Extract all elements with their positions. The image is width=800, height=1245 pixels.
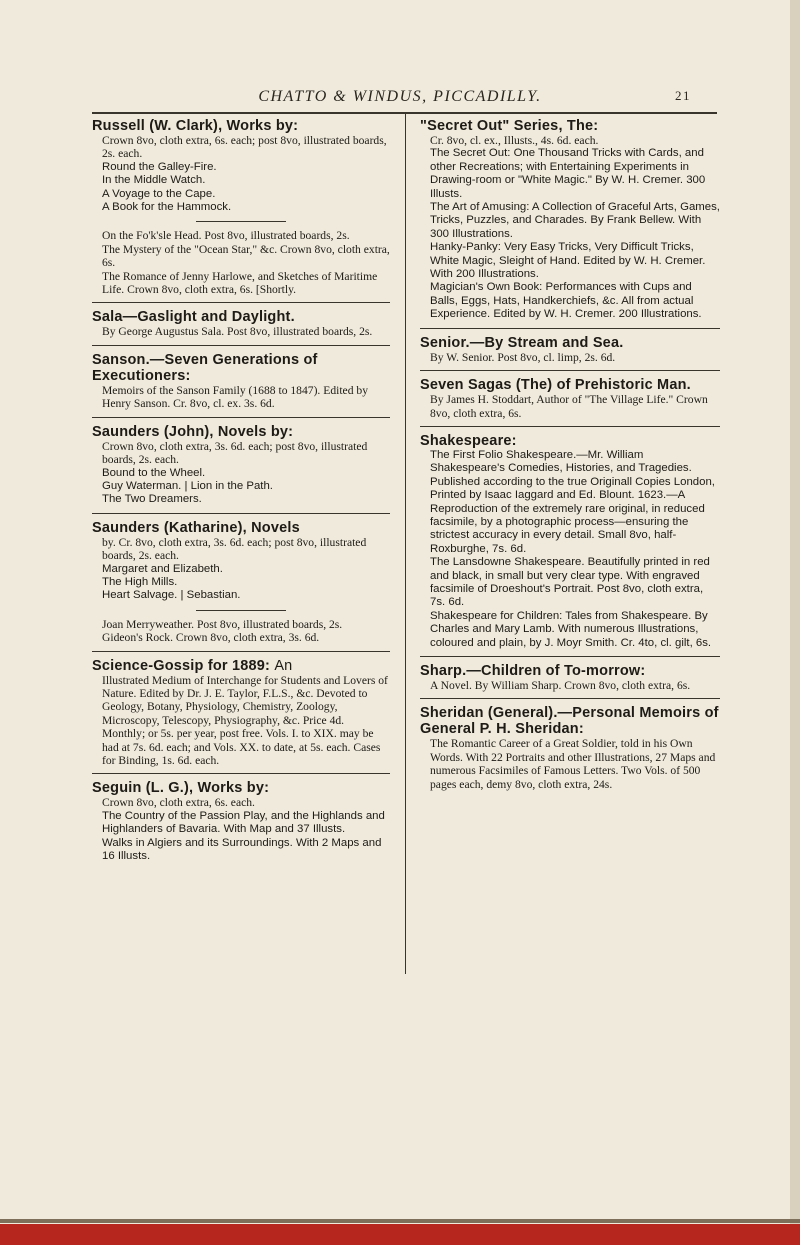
list-item: The Two Dreamers. — [102, 493, 202, 506]
entry-science-gossip — [92, 658, 390, 768]
entry-heading: Sharp.—Children of To-morrow: — [420, 663, 646, 679]
list-item: The Art of Amusing: A Collection of Graceful Arts, Games, Tricks, Puzzles, and Charades. By Frank Bellew. With 300 Illustrations. — [430, 201, 720, 240]
red-border-strip — [0, 1224, 800, 1245]
list-item: The High Mills. — [102, 575, 178, 588]
divider — [420, 698, 720, 699]
list-item: Joan Merryweather. Post 8vo, illustrated boards, 2s. — [102, 617, 343, 631]
entry-heading: Seven Sagas (The) of Prehistoric Man. — [420, 377, 691, 394]
page-edge — [790, 0, 800, 1224]
right-column — [420, 118, 720, 797]
entry-text: Crown 8vo, cloth extra, 6s. each; post 8vo, illustrated boards, 2s. each. — [102, 134, 387, 161]
entry-text: Crown 8vo, cloth extra, 3s. 6d. each; post 8vo, illustrated boards, 2s. each. — [102, 439, 368, 467]
running-head-text: CHATTO & WINDUS, PICCADILLY. — [258, 88, 542, 105]
divider — [92, 302, 390, 303]
entry-heading: Saunders (Katharine), Novels — [92, 519, 300, 536]
divider — [92, 417, 390, 418]
list-item: Guy Waterman. | Lion in the Path. — [102, 479, 273, 492]
list-item: A Voyage to the Cape. — [102, 187, 216, 200]
list-item: Hanky-Panky: Very Easy Tricks, Very Difficult Tricks, White Magic, Sleight of Hand. Edited by W. H. Cremer. With 200 Illustrations. — [430, 241, 706, 281]
entry-text: A Novel. By William Sharp. Crown 8vo, cloth extra, 6s. — [430, 679, 691, 692]
entry-heading: Sala—Gaslight and Daylight. — [92, 309, 295, 326]
entry-sala — [92, 309, 390, 338]
list-item: Bound to the Wheel. — [102, 466, 206, 479]
entry-seven-sagas — [420, 377, 720, 420]
divider — [420, 370, 720, 371]
list-item: The Romance of Jenny Harlowe, and Sketches of Maritime Life. Crown 8vo, cloth extra, 6s. [Shortly. — [102, 269, 378, 297]
list-item: Shakespeare for Children: Tales from Shakespeare. By Charles and Mary Lamb. With numerous Illustrations, coloured and plain, by J. Moyr Smith. Cr. 4to, cl. gilt, 6s. — [430, 609, 712, 649]
entry-heading: Shakespeare: — [420, 432, 517, 449]
running-head — [0, 88, 800, 106]
entry-secret-out — [420, 118, 720, 322]
entry-text: Illustrated Medium of Interchange for Students and Lovers of Nature. Edited by Dr. J. E. Taylor, F.L.S., &c. Devoted to Geology, Botany, Physiology, Chemistry, Zoology, Microscopy, Telescopy, Physiography, &c. Price 4d. Monthly; or 5s. per year, post free. Vols. I. to XIX. may be had at 7s. 6d. each; and Vols. XX. to date, at 5s. each. Cases for Binding, 1s. 6d. each. — [102, 673, 388, 767]
entry-seguin — [92, 780, 390, 863]
short-rule — [196, 610, 286, 611]
entry-text: Cr. 8vo, cl. ex., Illusts., 4s. 6d. each. — [430, 134, 599, 147]
heading-text: Science-Gossip for 1889: — [92, 657, 271, 674]
entry-text: Memoirs of the Sanson Family (1688 to 1847). Edited by Henry Sanson. Cr. 8vo, cl. ex. 3s. 6d. — [102, 383, 368, 411]
list-item: Magician's Own Book: Performances with Cups and Balls, Eggs, Hats, Handkerchiefs, &c. All from actual Experience. Edited by W. H. Cremer. 200 Illustrations. — [430, 281, 702, 321]
list-item: In the Middle Watch. — [102, 174, 206, 187]
entry-text: by. Cr. 8vo, cloth extra, 3s. 6d. each; post 8vo, illustrated boards, 2s. each. — [102, 535, 367, 563]
divider — [420, 426, 720, 427]
list-item: Walks in Algiers and its Surroundings. With 2 Maps and 16 Illusts. — [102, 836, 382, 863]
column-divider — [405, 114, 406, 974]
entry-text: Crown 8vo, cloth extra, 6s. each. — [102, 796, 255, 810]
entry-heading — [92, 658, 390, 674]
divider — [92, 345, 390, 346]
divider — [420, 328, 720, 329]
entry-text: The Romantic Career of a Great Soldier, told in his Own Words. With 22 Portraits and other Illustrations, 27 Maps and numerous Facsimiles of Famous Letters. Two Vols. of 500 pages each, demy 8vo, cloth extra, 24s. — [430, 737, 716, 791]
entry-saunders-john — [92, 424, 390, 507]
entry-heading: Senior.—By Stream and Sea. — [420, 334, 624, 351]
page-number: 21 — [675, 88, 691, 103]
heading-tail: An — [274, 657, 293, 674]
entry-saunders-katharine — [92, 520, 390, 645]
entry-heading: Saunders (John), Novels by: — [92, 423, 294, 440]
left-column — [92, 118, 390, 869]
short-rule — [196, 221, 286, 222]
list-item: On the Fo'k'sle Head. Post 8vo, illustrated boards, 2s. — [102, 229, 350, 243]
divider — [420, 656, 720, 657]
divider — [92, 773, 390, 774]
entry-heading: Sanson.—Seven Generations of Executioners: — [92, 351, 318, 384]
entry-sanson — [92, 352, 390, 411]
list-item: A Book for the Hammock. — [102, 201, 232, 214]
list-item: Heart Salvage. | Sebastian. — [102, 589, 241, 602]
entry-shakespeare — [420, 433, 720, 650]
list-item: Gideon's Rock. Crown 8vo, cloth extra, 3s. 6d. — [102, 631, 320, 645]
list-item: The Country of the Passion Play, and the Highlands and Highlanders of Bavaria. With Map and 37 Illusts. — [102, 809, 385, 836]
entry-heading: Russell (W. Clark), Works by: — [92, 118, 299, 134]
list-item: The Mystery of the "Ocean Star," &c. Crown 8vo, cloth extra, 6s. — [102, 242, 390, 270]
entry-russell — [92, 118, 390, 296]
entry-text: By James H. Stoddart, Author of "The Village Life." Crown 8vo, cloth extra, 6s. — [430, 393, 708, 420]
list-item: Margaret and Elizabeth. — [102, 562, 223, 575]
entry-heading: Sheridan (General).—Personal Memoirs of General P. H. Sheridan: — [420, 705, 719, 738]
entry-sharp — [420, 663, 720, 692]
entry-text: By George Augustus Sala. Post 8vo, illustrated boards, 2s. — [102, 325, 373, 339]
bottom-edge-line — [0, 1219, 800, 1223]
list-item: The Lansdowne Shakespeare. Beautifully printed in red and black, in small but very clear type. With engraved facsimile of Droeshout's Portrait. Post 8vo, cloth extra, 7s. 6d. — [430, 556, 710, 609]
divider — [92, 651, 390, 652]
entry-heading: Seguin (L. G.), Works by: — [92, 780, 270, 797]
list-item: Round the Galley-Fire. — [102, 160, 217, 173]
entry-text: By W. Senior. Post 8vo, cl. limp, 2s. 6d. — [430, 350, 616, 364]
entry-sheridan — [420, 705, 720, 791]
divider — [92, 513, 390, 514]
entry-heading: "Secret Out" Series, The: — [420, 118, 599, 134]
entry-senior — [420, 335, 720, 364]
list-item: The First Folio Shakespeare.—Mr. William Shakespeare's Comedies, Histories, and Tragedies. Published according to the true Originall Copies London, Printed by Isaac Iaggard and Ed. Blount. 1623.—A Reproduction of the extremely rare original, in reduced facsimile, by a photographic process—ensuring the strictest accuracy in every detail. Small 8vo, half-Roxburghe, 7s. 6d. — [430, 448, 715, 555]
list-item: The Secret Out: One Thousand Tricks with Cards, and other Recreations; with Entertaining Experiments in Drawing-room or "White Magic." By W. H. Cremer. 300 Illusts. — [430, 147, 706, 200]
